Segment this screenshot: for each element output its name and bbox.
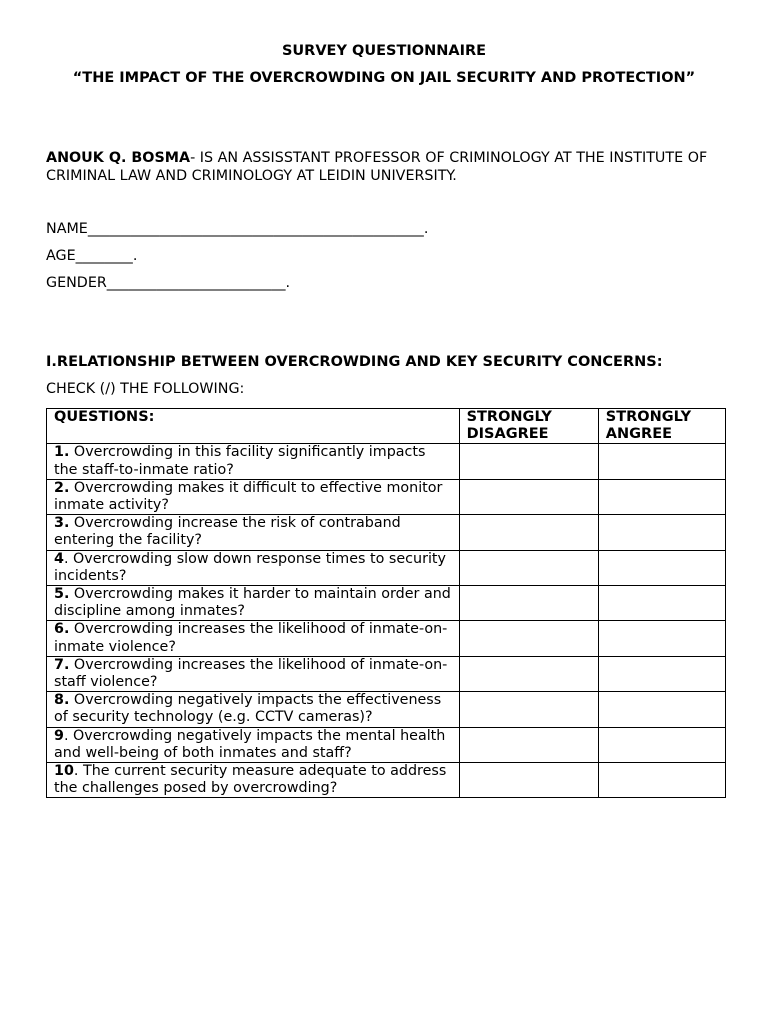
question-text: . Overcrowding negatively impacts the mental health and well-being of both inmates and staff?: [54, 727, 446, 761]
question-number: 3.: [54, 515, 70, 532]
strongly-agree-checkbox-cell[interactable]: [598, 692, 725, 727]
strongly-agree-checkbox-cell[interactable]: [598, 444, 725, 479]
strongly-disagree-checkbox-cell[interactable]: [459, 586, 598, 621]
table-row: [47, 515, 726, 550]
question-number: 5.: [54, 586, 70, 603]
table-header-row: [47, 409, 726, 444]
table-row: [47, 621, 726, 656]
question-cell: [47, 727, 460, 762]
question-cell: [47, 586, 460, 621]
author-intro: [46, 150, 736, 185]
document-subtitle: “THE IMPACT OF THE OVERCROWDING ON JAIL SECURITY AND PROTECTION”: [72, 70, 696, 86]
strongly-agree-checkbox-cell[interactable]: [598, 621, 725, 656]
name-field: NAME_______________________________________________.: [46, 221, 429, 237]
question-number: 1.: [54, 444, 70, 461]
question-cell: [47, 479, 460, 514]
strongly-disagree-checkbox-cell[interactable]: [459, 479, 598, 514]
table-row: [47, 550, 726, 585]
question-text: Overcrowding in this facility significantly impacts the staff-to-inmate ratio?: [54, 444, 426, 478]
strongly-agree-checkbox-cell[interactable]: [598, 586, 725, 621]
questions-table: [46, 408, 726, 798]
question-text: Overcrowding increases the likelihood of inmate-on-staff violence?: [54, 656, 448, 691]
strongly-disagree-checkbox-cell[interactable]: [459, 763, 598, 798]
table-row: [47, 479, 726, 514]
table-row: [47, 444, 726, 479]
strongly-agree-checkbox-cell[interactable]: [598, 763, 725, 798]
strongly-agree-checkbox-cell[interactable]: [598, 550, 725, 585]
question-cell: [47, 515, 460, 550]
question-cell: [47, 763, 460, 798]
question-text: Overcrowding makes it difficult to effective monitor inmate activity?: [54, 479, 443, 514]
strongly-agree-checkbox-cell[interactable]: [598, 479, 725, 514]
strongly-disagree-checkbox-cell[interactable]: [459, 621, 598, 656]
question-cell: [47, 550, 460, 585]
table-row: [47, 763, 726, 798]
question-number: 7.: [54, 656, 70, 673]
question-text: Overcrowding increase the risk of contraband entering the facility?: [54, 515, 401, 549]
author-name: ANOUK Q. BOSMA: [46, 150, 191, 166]
question-text: Overcrowding negatively impacts the effectiveness of security technology (e.g. CCTV cameras)?: [54, 692, 442, 726]
questions-header: QUESTIONS:: [47, 409, 460, 444]
question-text: Overcrowding makes it harder to maintain order and discipline among inmates?: [54, 586, 451, 620]
question-text: . Overcrowding slow down response times to security incidents?: [54, 550, 446, 584]
question-text: . The current security measure adequate to address the challenges posed by overcrowding?: [54, 763, 447, 797]
table-row: [47, 692, 726, 727]
question-text: Overcrowding increases the likelihood of inmate-on-inmate violence?: [54, 621, 448, 655]
strongly-agree-checkbox-cell[interactable]: [598, 727, 725, 762]
question-cell: [47, 656, 460, 691]
age-field: AGE________.: [46, 248, 138, 264]
author-description: - IS AN ASSISSTANT PROFESSOR OF CRIMINOLOGY AT THE INSTITUTE OF CRIMINAL LAW AND CRIMINOLOGY AT LEIDIN UNIVERSITY.: [46, 150, 708, 184]
table-row: [47, 727, 726, 762]
question-cell: [47, 444, 460, 479]
question-number: 8.: [54, 692, 70, 709]
question-number: 6.: [54, 621, 70, 638]
question-number: 2.: [54, 479, 70, 496]
strongly-disagree-checkbox-cell[interactable]: [459, 727, 598, 762]
question-number: 10: [54, 763, 74, 780]
strongly-disagree-checkbox-cell[interactable]: [459, 692, 598, 727]
section-heading: I.RELATIONSHIP BETWEEN OVERCROWDING AND KEY SECURITY CONCERNS:: [46, 354, 663, 370]
strongly-disagree-checkbox-cell[interactable]: [459, 550, 598, 585]
strongly-agree-checkbox-cell[interactable]: [598, 515, 725, 550]
question-number: 9: [54, 727, 64, 744]
section-instruction: CHECK (/) THE FOLLOWING:: [46, 381, 245, 397]
question-cell: [47, 692, 460, 727]
strongly-agree-header: STRONGLY ANGREE: [598, 409, 725, 444]
strongly-disagree-checkbox-cell[interactable]: [459, 444, 598, 479]
question-number: 4: [54, 550, 64, 567]
strongly-disagree-checkbox-cell[interactable]: [459, 656, 598, 691]
strongly-agree-checkbox-cell[interactable]: [598, 656, 725, 691]
table-row: [47, 656, 726, 691]
gender-field: GENDER_________________________.: [46, 275, 291, 291]
strongly-disagree-checkbox-cell[interactable]: [459, 515, 598, 550]
document-title: SURVEY QUESTIONNAIRE: [281, 43, 487, 59]
question-cell: [47, 621, 460, 656]
strongly-disagree-header: STRONGLY DISAGREE: [459, 409, 598, 444]
table-row: [47, 586, 726, 621]
